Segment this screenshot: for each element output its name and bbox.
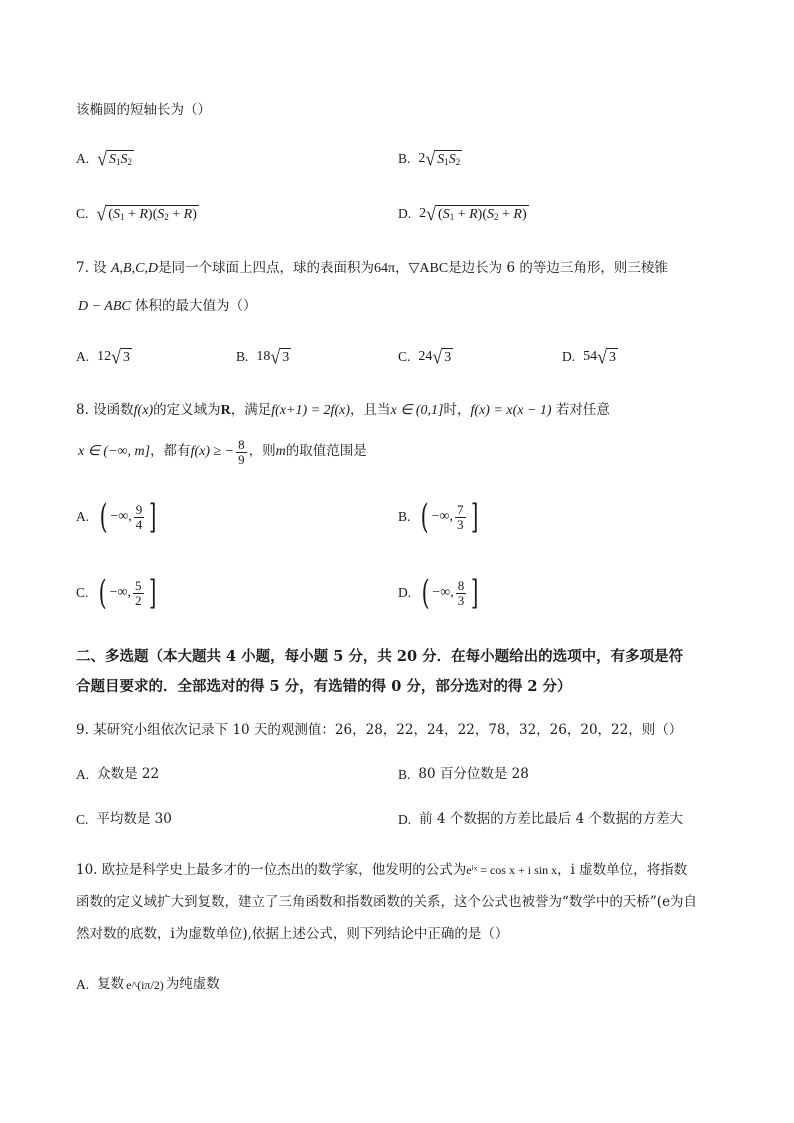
q6-stem: 该椭圆的短轴长为（） <box>76 102 211 118</box>
q9-option-b[interactable]: B. 80 百分位数是 28 <box>398 766 529 782</box>
option-label: C. <box>76 206 89 222</box>
q8-option-a[interactable]: A. ( −∞, $\frac{9}{4}$ ] <box>76 497 157 537</box>
option-math: √ $(S_1 + R)(S_2 + R)$ <box>426 203 527 225</box>
section-heading-line1: 二、多选题（本大题共 4 小题，每小题 5 分，共 20 分．在每小题给出的选项中，有多项是符 <box>76 648 684 665</box>
option-label: B. <box>398 151 411 167</box>
option-math: √ $S_1S_2$ <box>425 148 461 170</box>
q6-option-a[interactable] <box>76 150 134 168</box>
q6-option-d[interactable]: D. 2 √ $(S_1 + R)(S_2 + R)$ <box>398 203 527 225</box>
q7-option-c[interactable]: C. 24 √ 3 <box>398 346 452 368</box>
q10-option-a[interactable]: A. 复数 e^(iπ/2) 为纯虚数 <box>76 976 220 992</box>
q8-option-c[interactable]: C. ( −∞, $\frac{5}{2}$ ] <box>76 573 156 613</box>
q7-stem-line2: D − ABC 体积的最大值为（） <box>78 298 257 314</box>
q7-option-d[interactable]: D. 54 √ 3 <box>562 346 617 368</box>
q10-stem-line3: 然对数的底数，i为虚数单位),依据上述公式，则下列结论中正确的是（） <box>76 926 509 942</box>
euler-expression: e^(iπ/2) <box>126 977 164 992</box>
option-label: A. <box>76 151 90 167</box>
q6-option-c[interactable] <box>76 205 199 223</box>
fraction: $\frac{8}{9}$ <box>238 437 245 467</box>
section-heading-line2: 合题目要求的．全部选对的得 5 分，有选错的得 0 分，部分选对的得 2 分） <box>76 678 572 695</box>
q9-option-d[interactable]: D. 前 4 个数据的方差比最后 4 个数据的方差大 <box>398 811 683 827</box>
q8-option-b[interactable]: B. ( −∞, $\frac{7}{3}$ ] <box>398 497 478 537</box>
q10-stem-line2: 函数的定义域扩大到复数，建立了三角函数和指数函数的关系，这个公式也被誉为“数学中的天桥”(e为自 <box>76 894 698 910</box>
q9-stem: 9. 某研究小组依次记录下 10 天的观测值：26，28，22，24，22，78，32，26，20，22，则（） <box>76 722 683 738</box>
q9-option-a[interactable]: A. 众数是 22 <box>76 766 160 782</box>
q10-stem-line1: 10. 欧拉是科学史上最多才的一位杰出的数学家，他发明的公式为eⁱˣ = cos x + i sin x，i 虚数单位，将指数 <box>76 862 688 878</box>
q6-option-b[interactable]: B. 2 √ $S_1S_2$ <box>398 148 461 170</box>
q8-option-d[interactable]: D. ( −∞, $\frac{8}{3}$ ] <box>398 573 479 613</box>
option-math: √ $S_1S_2$ <box>97 148 133 170</box>
q7-stem-line1: 7. 设 A,B,C,D是同一个球面上四点，球的表面积为64π，▽ABC是边长为 6 的等边三角形，则三棱锥 <box>76 260 668 276</box>
q8-stem-line2: x ∈ (−∞, m] ，都有 f(x) ≥ − $\frac{8}{9}$ ，则 m 的取值范围是 <box>78 437 367 467</box>
q7-option-a[interactable]: A. 12 √ 3 <box>76 346 131 368</box>
q7-option-b[interactable]: B. 18 √ 3 <box>236 346 290 368</box>
q8-stem-line1: 8. 设函数f(x)的定义域为R，满足f(x+1) = 2f(x)，且当x ∈ (0,1]时，f(x) = x(x − 1) 若对任意 <box>76 402 610 418</box>
option-label: D. <box>398 206 412 222</box>
q9-option-c[interactable]: C. 平均数是 30 <box>76 811 172 827</box>
option-math: √ $(S_1 + R)(S_2 + R)$ <box>96 203 197 225</box>
